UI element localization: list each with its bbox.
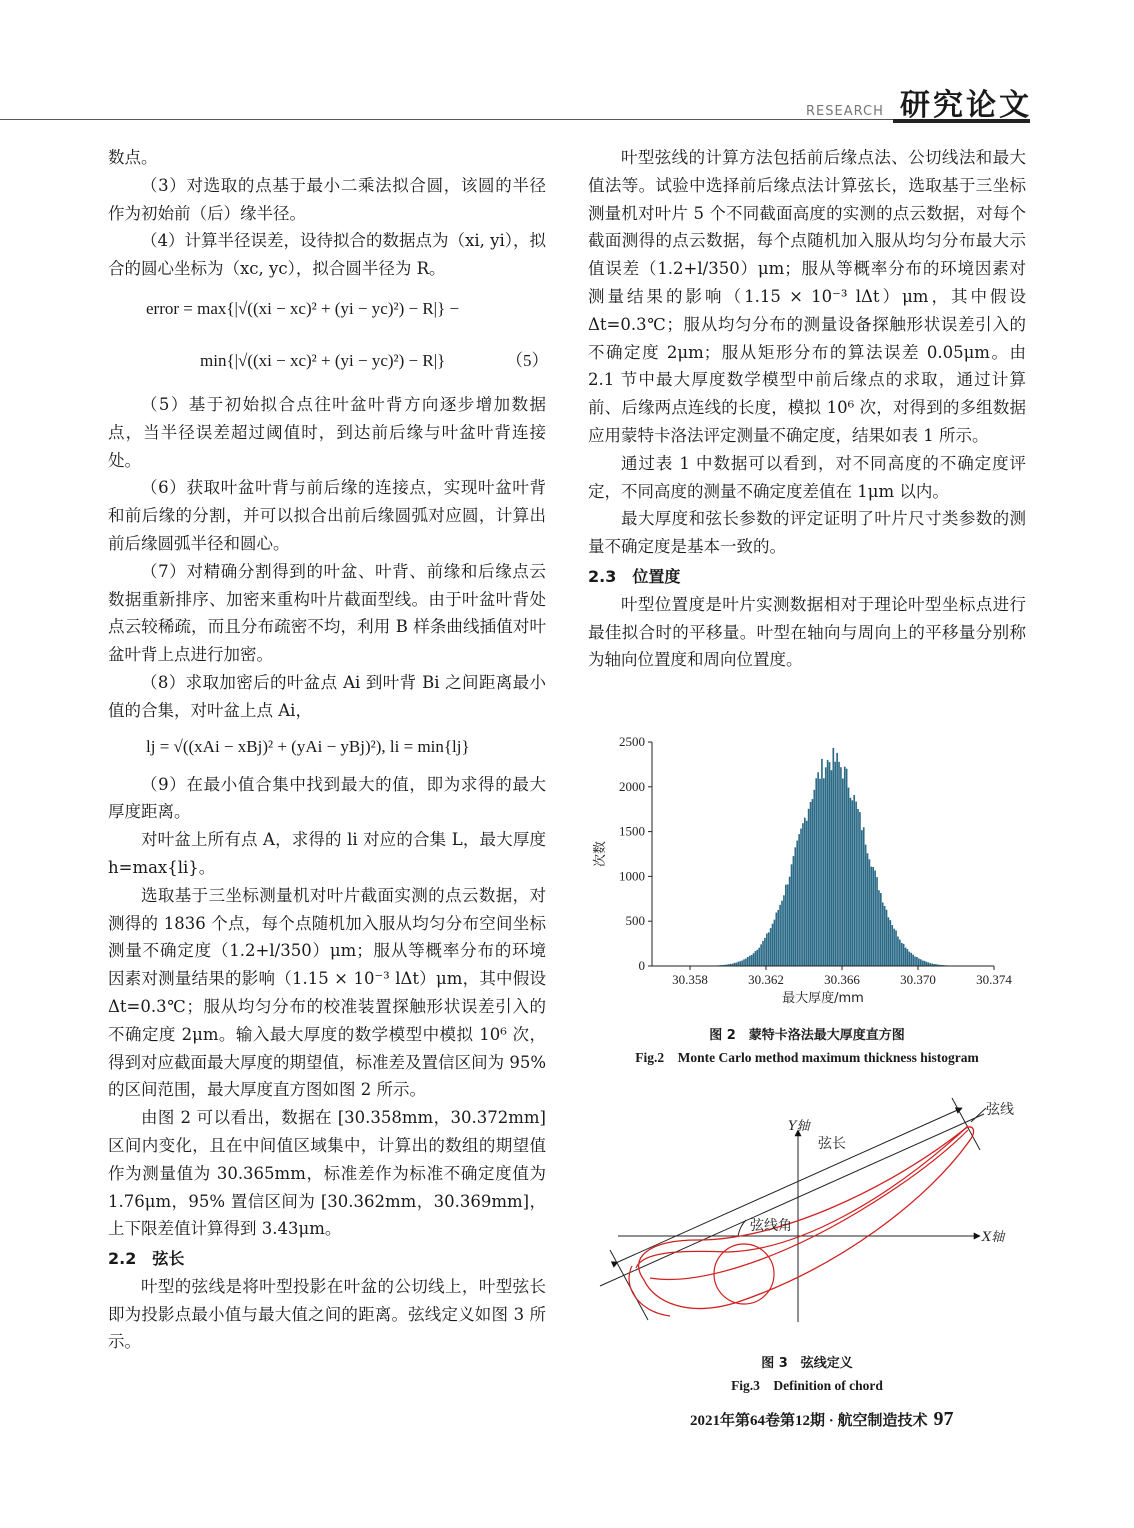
histogram-bar [926, 962, 928, 966]
left-column [108, 144, 549, 1356]
y-tick-label: 2500 [619, 734, 645, 749]
histogram-bar [749, 956, 751, 966]
histogram-bar [743, 959, 745, 966]
figure-3 [588, 1090, 1026, 1393]
histogram-bar [827, 760, 829, 966]
histogram-bar [884, 906, 886, 966]
label-chord-angle: 弦线角 [750, 1218, 792, 1234]
histogram-bar [798, 834, 800, 966]
leader-line [971, 1108, 986, 1122]
histogram-bar [916, 957, 918, 966]
histogram-bar [905, 948, 907, 966]
histogram-bar [886, 910, 888, 966]
histogram-bar [857, 809, 859, 966]
histogram-bar [920, 959, 922, 966]
label-chord-length: 弦长 [818, 1136, 846, 1152]
figure-3-caption-en: Fig.3 Definition of chord [731, 1378, 883, 1393]
right-column [588, 144, 1026, 674]
paragraph: 叶型的弦线是将叶型投影在叶盆的公切线上，叶型弦长即为投影点最小值与最大值之间的距离。弦线定义如图 3 所示。 [108, 1276, 546, 1352]
paragraph: （9）在最小值合集中找到最大的值，即为求得的最大厚度距离。 [108, 774, 546, 822]
histogram-bar [909, 952, 911, 966]
histogram-bar [840, 767, 842, 966]
histogram-chart [588, 728, 1026, 1013]
equation-5-line1 [108, 283, 546, 337]
histogram-bar [770, 928, 772, 966]
label-chord: 弦线 [986, 1102, 1014, 1118]
histogram-bar [829, 762, 831, 966]
histogram-bar [876, 877, 878, 966]
leading-edge-curve [629, 1266, 670, 1316]
histogram-bar [910, 953, 912, 966]
histogram-bar [802, 823, 804, 966]
paragraph: （5）基于初始拟合点往叶盆叶背方向逐步增加数据点，当半径误差超过阈值时，到达前后缘与叶盆叶背连接处。 [108, 394, 546, 470]
histogram-bar [825, 767, 827, 966]
histogram-bar [861, 830, 863, 966]
histogram-bar [831, 770, 833, 966]
histogram-bar [863, 827, 865, 966]
histogram-bar [922, 960, 924, 966]
x-tick-label: 30.362 [748, 972, 784, 987]
header-rule [0, 119, 1030, 120]
histogram-bar [758, 948, 760, 966]
blade-profile [639, 1127, 974, 1309]
histogram-bar [888, 917, 890, 966]
histogram-bar [821, 759, 823, 966]
histogram-bar [760, 944, 762, 966]
equation-text: lj = √((xAi − xBj)² + (yAi − yBj)²), li = min{lj} [146, 736, 470, 756]
histogram-bar [844, 767, 846, 966]
label-x-axis: X轴 [982, 1230, 1005, 1245]
equation-5-line2 [108, 337, 549, 391]
histogram-bar [785, 885, 787, 966]
page-footer [690, 1408, 954, 1431]
histogram-bar [776, 913, 778, 966]
histogram-bar [842, 778, 844, 966]
x-axis-label: 最大厚度/mm [782, 991, 864, 1006]
histogram-bar [766, 933, 768, 966]
histogram-bar [867, 853, 869, 966]
histogram-bar [806, 821, 808, 966]
equation-number: （5） [506, 350, 549, 370]
y-tick-label: 2000 [619, 778, 645, 794]
histogram-bar [783, 895, 785, 966]
histogram-bar [817, 772, 819, 966]
histogram-bar [871, 867, 873, 966]
histogram-bar [893, 929, 895, 966]
histogram-bar [808, 809, 810, 966]
histogram-bar [907, 949, 909, 966]
page-number: 97 [933, 1408, 954, 1430]
y-tick-label: 0 [638, 958, 645, 973]
histogram-bar [823, 778, 825, 966]
paragraph: 由图 2 可以看出，数据在 [30.358mm，30.372mm] 区间内变化，且在中间值区域集中，计算出的数组的期望值作为测量值为 30.365mm，标准差作为标准不确定度值为 1.76μm，95% 置信区间为 [30.362mm，30.369mm]，上下限差值计算得到 3.43μm。 [108, 1108, 546, 1239]
figure-2-caption-cn: 图 2 蒙特卡洛法最大厚度直方图 [709, 1028, 905, 1043]
section-heading-2-3: 2.3 位置度 [588, 566, 681, 586]
y-axis-label: 次数 [593, 840, 608, 868]
x-tick-label: 30.358 [672, 972, 708, 987]
histogram-bar [804, 818, 806, 966]
histogram-bar [741, 961, 743, 966]
histogram-bar [924, 961, 926, 966]
histogram-bar [833, 748, 835, 966]
figure-2-caption-en: Fig.2 Monte Carlo method maximum thickness histogram [635, 1050, 979, 1065]
paragraph: 选取基于三坐标测量机对叶片截面实测的点云数据，对测得的 1836 个点，每个点随机加入服从均匀分布空间坐标测量不确定度（1.2+l/350）μm；服从等概率分布的环境因素对测量结果的影响（1.15 × 10⁻³ lΔt）μm，其中假设 Δt=0.3℃；服从均匀分布的校准装置探触形状误差引入的不确定度 2μm。输入最大厚度的数学模型中模拟 10⁶ 次，得到对应截面最大厚度的期望值，标准差及置信区间为 95% 的区间范围，最大厚度直方图如图 2 所示。 [108, 885, 546, 1100]
histogram-bar [774, 920, 776, 966]
histogram-bar [897, 937, 899, 966]
blade-camber-line [650, 1130, 968, 1279]
histogram-bar [848, 788, 850, 966]
histogram-bar [855, 802, 857, 966]
histogram-bar [739, 961, 741, 966]
histogram-bar [757, 950, 759, 966]
histogram-bar [751, 955, 753, 966]
paragraph: （6）获取叶盆叶背与前后缘的连接点，实现叶盆叶背和前后缘的分割，并可以拟合出前后缘圆弧对应圆，计算出前后缘圆弧半径和圆心。 [108, 478, 546, 553]
histogram-bar [836, 753, 838, 966]
histogram-bar [872, 867, 874, 966]
histogram-bar [815, 778, 817, 966]
x-tick-label: 30.370 [900, 972, 936, 987]
journal-info: 2021年第64卷第12期 · 航空制造技术 [690, 1413, 928, 1429]
histogram-bar [901, 943, 903, 966]
histogram-bar [800, 829, 802, 966]
paragraph: 数点。 [108, 148, 158, 167]
paragraph: （7）对精确分割得到的叶盆、叶背、前缘和后缘点云数据重新排序、加密来重构叶片截面型线。由于叶盆叶背处点云较稀疏，而且分布疏密不均，利用 B 样条曲线插值对叶盆叶背上点进行加密。 [108, 561, 546, 665]
histogram-bar [878, 890, 880, 966]
y-tick-label: 1000 [619, 868, 645, 884]
histogram-bar [891, 925, 893, 966]
histogram-bar [899, 940, 901, 966]
x-tick-label: 30.374 [976, 972, 1012, 987]
histogram-bar [850, 798, 852, 966]
figure-3-caption-cn: 图 3 弦线定义 [761, 1356, 853, 1371]
histogram-bar [895, 930, 897, 966]
paragraph: 通过表 1 中数据可以看到，对不同高度的不确定度评定，不同高度的测量不确定度差值在 1μm 以内。 [588, 453, 1026, 501]
histogram-bar [852, 800, 854, 966]
histogram-bar [812, 799, 814, 966]
histogram-bar [795, 847, 797, 966]
histogram-bar [787, 884, 789, 966]
histogram-bar [747, 957, 749, 966]
paragraph: 叶型弦线的计算方法包括前后缘点法、公切线法和最大值法等。试验中选择前后缘点法计算弦长，选取基于三坐标测量机对叶片 5 个不同截面高度的实测的点云数据，对每个截面测得的点云数据，每个点随机加入服从均匀分布最大示值误差（1.2+l/350）μm；服从等概率分布的环境因素对测量结果的影响（1.15 × 10⁻³ lΔt）μm，其中假设 Δt=0.3℃；服从均匀分布的测量设备探触形状误差引入的不确定度 2μm；服从矩形分布的算法误差 0.05μm。由 2.1 节中最大厚度数学模型中前后缘点的求取，通过计算前、后缘两点连线的长度，模拟 10⁶ 次，对得到的多组数据应用蒙特卡洛法评定测量不确定度，结果如表 1 所示。 [588, 148, 1026, 445]
histogram-bar [814, 790, 816, 966]
histogram-bar [745, 959, 747, 966]
paragraph: （3）对选取的点基于最小二乘法拟合圆，该圆的半径作为初始前（后）缘半径。 [108, 175, 546, 223]
y-tick-label: 500 [625, 913, 645, 929]
histogram-bar [846, 769, 848, 966]
histogram-bar [772, 924, 774, 966]
y-tick-label: 1500 [619, 823, 645, 839]
paragraph: （4）计算半径误差，设待拟合的数据点为（xi, yi），拟合的圆心坐标为（xc, yc），拟合圆半径为 R。 [108, 231, 546, 279]
histogram-bar [736, 963, 738, 966]
chord-line [600, 1114, 984, 1286]
section-label-cn: 研究论文 [900, 88, 1032, 123]
histogram-bar [779, 905, 781, 966]
histogram-bar [859, 812, 861, 966]
histogram-bar [764, 938, 766, 966]
label-y-axis: Y轴 [788, 1119, 810, 1134]
histogram-bar [914, 957, 916, 966]
max-thickness-circle [714, 1244, 774, 1304]
histogram-bar [869, 859, 871, 966]
histogram-bar [796, 841, 798, 966]
histogram-bar [838, 762, 840, 966]
equation-6 [108, 725, 546, 771]
histogram-bar [912, 955, 914, 966]
paragraph: 对叶盆上所有点 A，求得的 li 对应的合集 L，最大厚度 h=max{li}。 [108, 830, 546, 877]
histogram-bar [928, 962, 930, 966]
histogram-bar [819, 779, 821, 966]
chord-diagram [588, 1090, 1026, 1340]
section-label-en: RESEARCH [806, 104, 884, 119]
histogram-bar [918, 958, 920, 966]
paragraph: 最大厚度和弦长参数的评定证明了叶片尺寸类参数的测量不确定度是基本一致的。 [588, 509, 1026, 557]
histogram-bar [768, 932, 770, 966]
x-tick-label: 30.366 [824, 972, 860, 987]
histogram-bar [793, 856, 795, 966]
histogram-bar [789, 877, 791, 966]
histogram-bar [865, 845, 867, 966]
histogram-bar [903, 944, 905, 966]
histogram-bar [880, 893, 882, 966]
histogram-bar [738, 962, 740, 966]
histogram-bar [882, 902, 884, 966]
figure-2 [588, 728, 1026, 1068]
histogram-bar [791, 864, 793, 966]
histogram-bar [834, 762, 836, 966]
equation-text: error = max{|√((xi − xc)² + (yi − yc)²) − R|} − [146, 298, 460, 318]
histogram-bar [755, 951, 757, 966]
histogram-bar [777, 910, 779, 966]
paragraph: 叶型位置度是叶片实测数据相对于理论叶型坐标点进行最佳拟合时的平移量。叶型在轴向与周向上的平移量分别称为轴向位置度和周向位置度。 [588, 594, 1026, 670]
histogram-bar [890, 920, 892, 966]
extension-line [952, 1098, 980, 1150]
paragraph: （8）求取加密后的叶盆点 Ai 到叶背 Bi 之间距离最小值的合集，对叶盆上点 Ai， [108, 672, 546, 720]
equation-text: min{|√((xi − xc)² + (yi − yc)²) − R|} [200, 350, 446, 370]
histogram-bar [781, 901, 783, 966]
histogram-bar [810, 802, 812, 966]
section-heading-2-2: 2.2 弦长 [108, 1249, 185, 1269]
histogram-bar [874, 870, 876, 966]
histogram-bar [853, 795, 855, 966]
histogram-bar [753, 953, 755, 966]
histogram-bar [762, 941, 764, 966]
